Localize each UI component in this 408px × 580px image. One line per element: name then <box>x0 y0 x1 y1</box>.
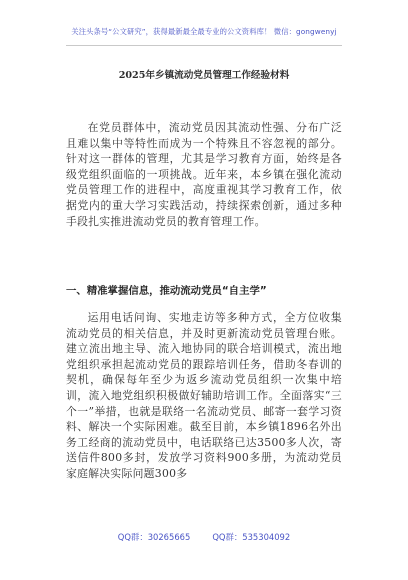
footer-qq-group-1: QQ群：30265665 <box>117 532 191 542</box>
intro-paragraph: 在党员群体中，流动党员因其流动性强、分布广泛且难以集中等特性而成为一个特殊且不容忽视的部分。针对这一群体的管理，尤其是学习教育方面，始终是各级党组织面临的一项挑战。近年来，本乡镇在强化流动党员管理工作的进程中，高度重视其学习教育工作，依据党内的重大学习实践活动，持续探索创新，通过多种手段扎实推进流动党员的教育管理工作。 <box>66 121 342 228</box>
footer-qq-group-2: QQ群：535304092 <box>212 532 291 542</box>
section-heading: 一、精准掌握信息，推动流动党员“自主学” <box>66 285 267 297</box>
header-banner: 关注头条号“公文研究”，获得最新最全最专业的公文资料库！ 微信：gongwenyj <box>71 27 337 36</box>
section-paragraph: 运用电话问询、实地走访等多种方式，全方位收集流动党员的相关信息，并及时更新流动党员管理台账。建立流出地主导、流入地协同的联合培训模式，流出地党组织承担起流动党员的跟踪培训任务，借助冬春训的契机，确保每年至少为返乡流动党员组织一次集中培训，流入地党组织积极做好辅助培训工作。全面落实“三个一”举措，也就是联络一名流动党员、邮寄一套学习资料、解决一个实际困难。截至目前，本乡镇1896名外出务工经商的流动党员中，电话联络已达3500多人次，寄送信件800多封，发放学习资料900多册，为流动党员家庭解决实际问题300多 <box>66 311 342 480</box>
document-title: 2025年乡镇流动党员管理工作经验材料 <box>118 70 290 81</box>
footer-contact <box>0 531 408 543</box>
intro-section <box>66 120 342 229</box>
header-divider <box>66 45 342 46</box>
section-body <box>66 310 342 482</box>
